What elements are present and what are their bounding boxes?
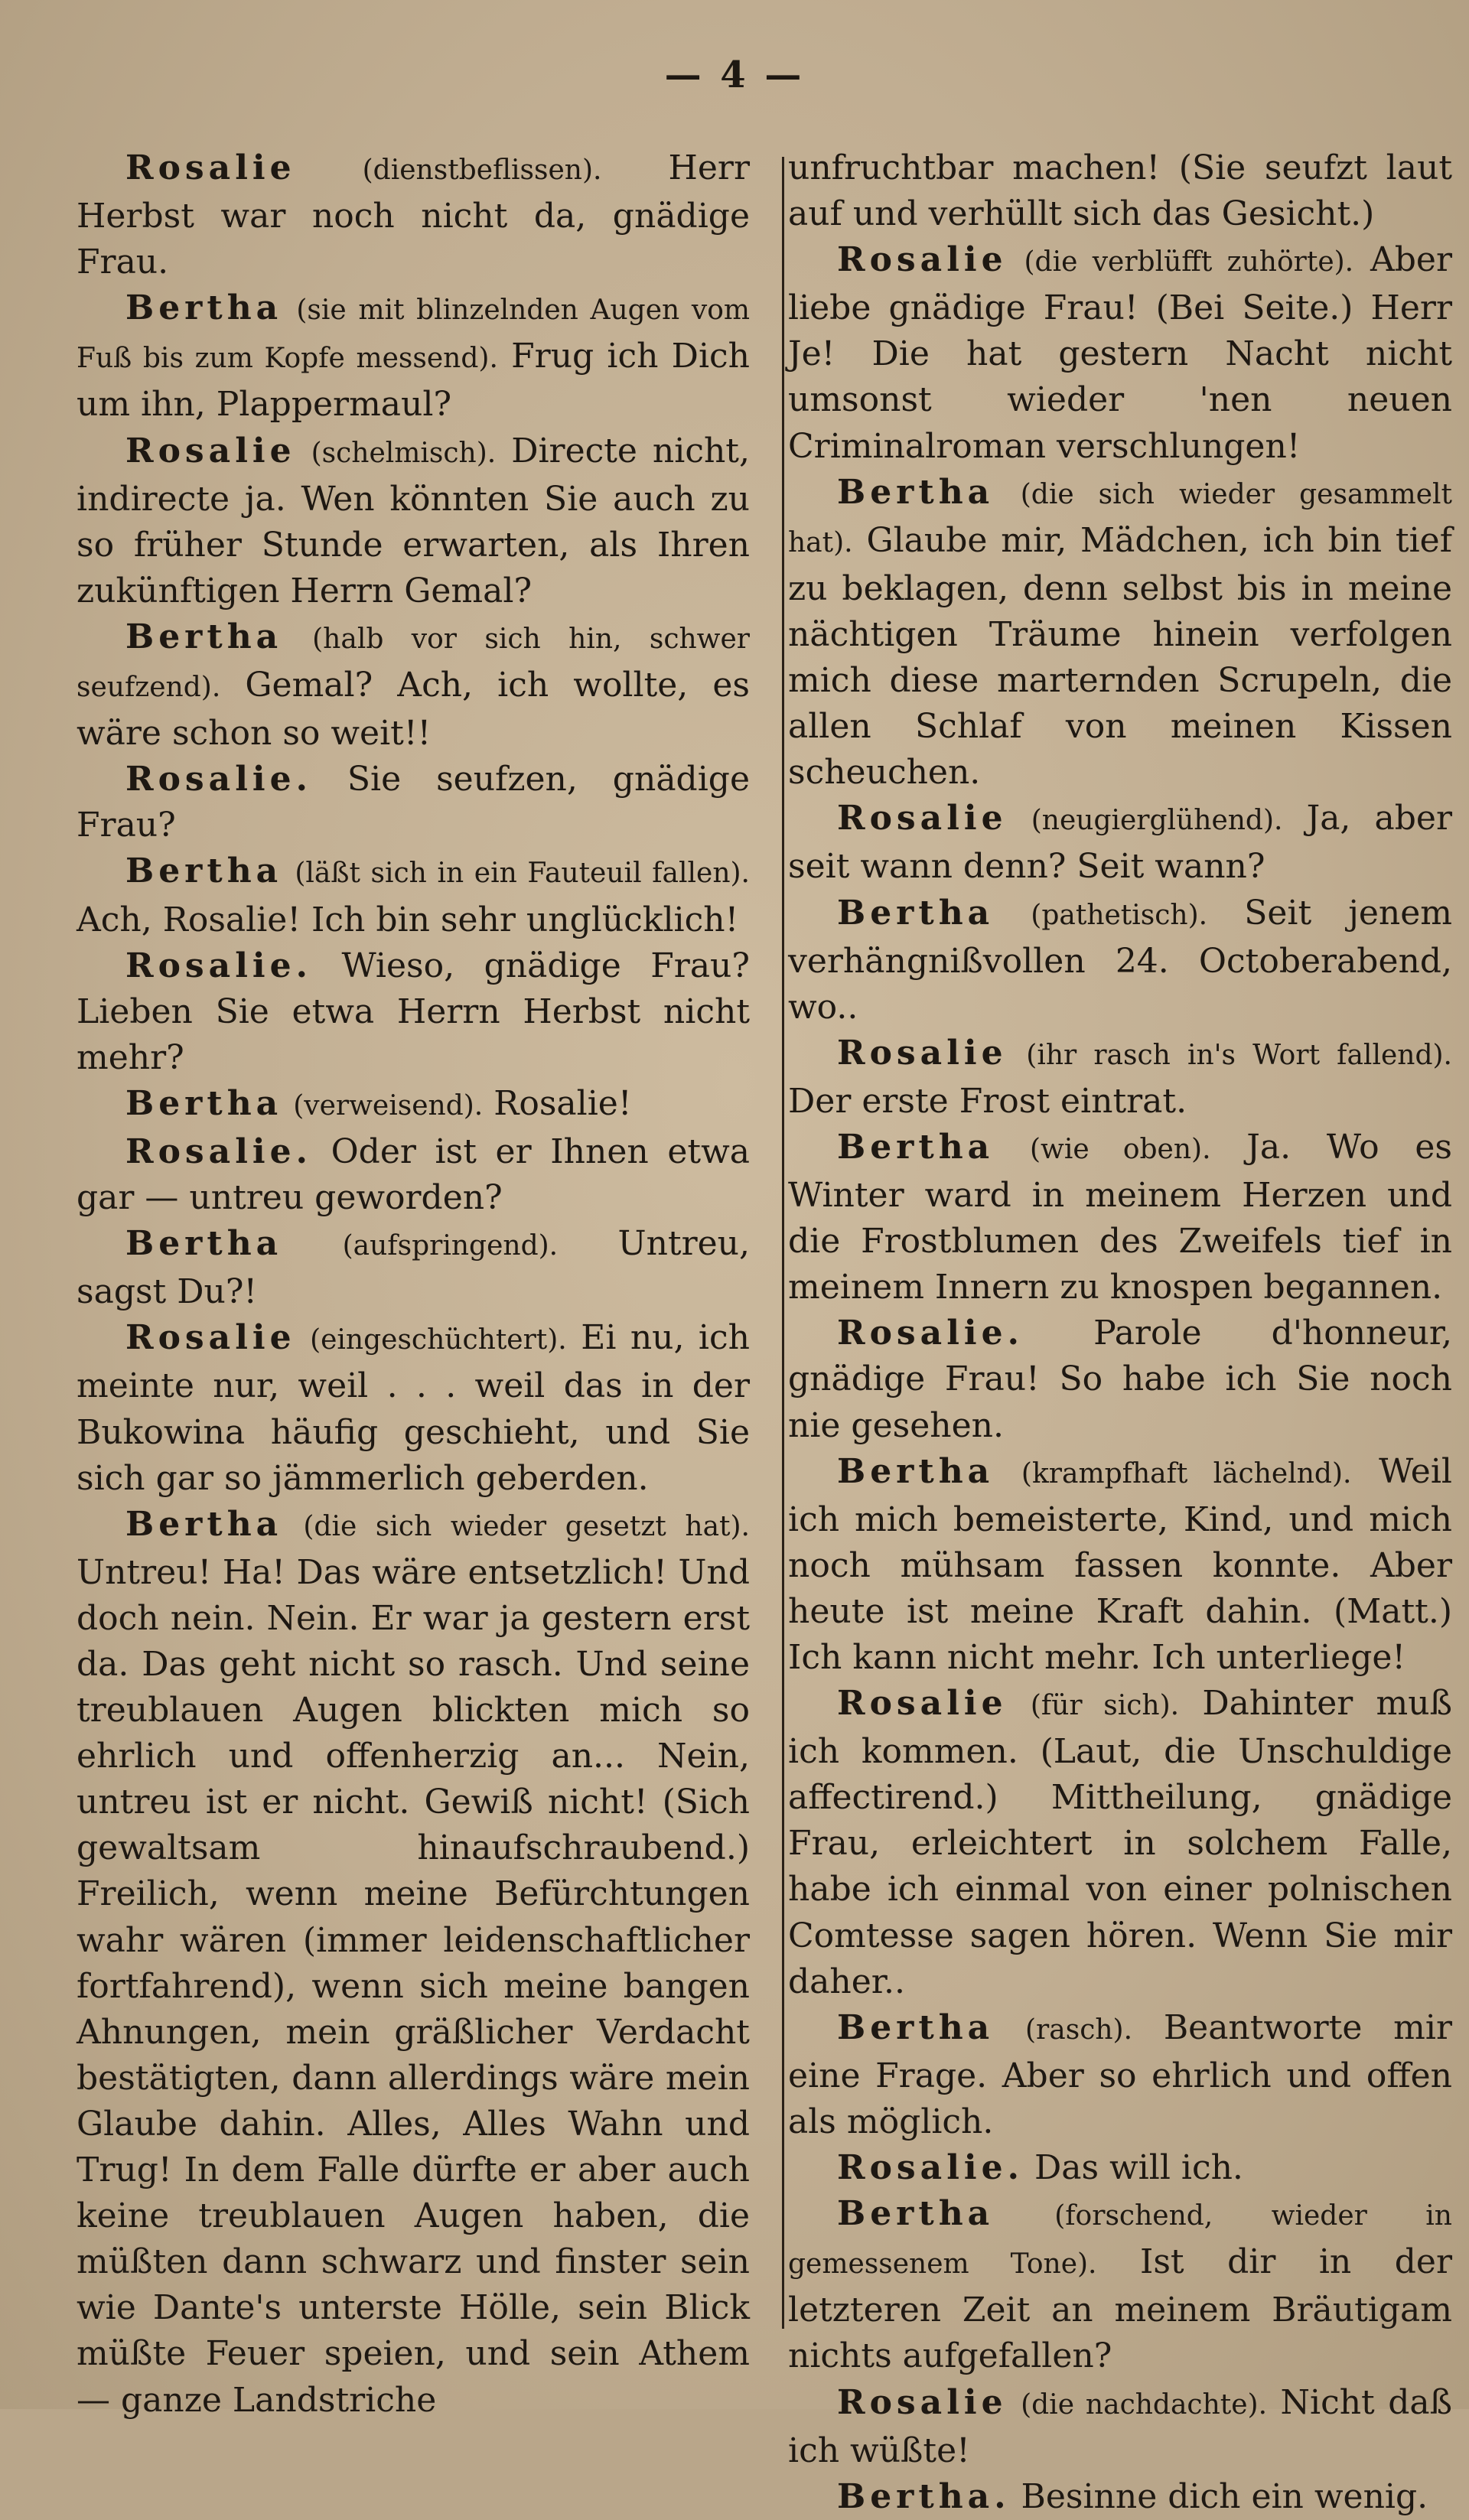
speaker-name: Rosalie. xyxy=(837,2148,1024,2188)
speech-paragraph xyxy=(77,614,750,757)
dialogue-text: Frug ich Dich um ihn, Plappermaul? xyxy=(77,337,750,425)
speech-paragraph xyxy=(77,757,750,848)
left-column xyxy=(77,145,750,2424)
speaker-name: Rosalie xyxy=(837,1684,1008,1724)
stage-direction: (wie oben). xyxy=(1029,1133,1211,1165)
speech-paragraph xyxy=(788,1449,1452,1681)
speech-paragraph xyxy=(77,943,750,1081)
dialogue-text: Ja. Wo es Winter ward in meinem Herzen und die Frostblumen des Zweifels tief in meinem Innern zu knospen begannen. xyxy=(788,1127,1452,1307)
speech-paragraph xyxy=(77,145,750,285)
dialogue-text: Glaube mir, Mädchen, ich bin tief zu beklagen, denn selbst bis in meine nächtigen Träume hinein verfolgen mich diese marternden Scrupeln, die allen Schlaf von meinen Kissen scheuchen. xyxy=(788,520,1452,793)
speaker-name: Rosalie. xyxy=(125,760,312,799)
speaker-name: Rosalie xyxy=(125,1318,296,1358)
dialogue-text: Ach, Rosalie! Ich bin sehr unglücklich! xyxy=(77,900,739,939)
speech-paragraph xyxy=(788,1310,1452,1448)
speech-paragraph xyxy=(77,1129,750,1221)
dialogue-text: Herr Herbst war noch nicht da, gnädige Frau. xyxy=(77,148,750,282)
dialogue-text: Untreu, sagst Du?! xyxy=(77,1224,750,1312)
dialogue-text: Das will ich. xyxy=(1034,2148,1243,2188)
speech-paragraph xyxy=(77,1315,750,1501)
speaker-name: Rosalie. xyxy=(125,946,312,985)
dialogue-text: Weil ich mich bemeisterte, Kind, und mich noch mühsam fassen konnte. Aber heute ist meine Kraft dahin. (Matt.) Ich kann nicht mehr. Ich unterliege! xyxy=(788,1451,1452,1677)
speech-paragraph xyxy=(788,2005,1452,2145)
stage-direction: (forschend, wieder in gemessenem Tone). xyxy=(788,2200,1452,2281)
page-number: — 4 — xyxy=(664,54,805,96)
speaker-name: Bertha xyxy=(125,617,283,656)
speaker-name: Bertha xyxy=(125,851,283,891)
speech-paragraph xyxy=(77,285,750,428)
dialogue-text: Oder ist er Ihnen etwa gar — untreu geworden? xyxy=(77,1131,750,1218)
speech-paragraph xyxy=(788,1125,1452,1310)
speaker-name: Bertha xyxy=(125,1224,283,1264)
speaker-name: Rosalie. xyxy=(837,1314,1024,1353)
speech-paragraph xyxy=(788,2145,1452,2191)
column-divider xyxy=(782,157,784,2329)
stage-direction: (rasch). xyxy=(1025,2014,1133,2046)
stage-direction: (die verblüfft zuhörte). xyxy=(1024,246,1354,278)
speech-paragraph xyxy=(77,1502,750,2424)
dialogue-text: Untreu! Ha! Das wäre entsetzlich! Und doch nein. Nein. Er war ja gestern erst da. Das geht nicht so rasch. Und seine treublauen Augen blickten mich so ehrlich und offenherzig an... Nein, untreu ist er nicht. Gewiß nicht! (Sich gewaltsam hinaufschraubend.) Freilich, wenn meine Befürchtungen wahr wären (immer leidenschaftlicher fortfahrend), wenn sich meine bangen Ahnungen, mein gräßlicher Verdacht bestätigten, dann allerdings wäre mein Glaube dahin. Alles, Alles Wahn und Trug! In dem Falle dürfte er aber auch keine treublauen Augen haben, die müßten dann schwarz und finster sein wie Dante's unterste Hölle, sein Blick müßte Feuer speien, und sein Athem — ganze Landstriche xyxy=(77,1552,750,2420)
stage-direction: (läßt sich in ein Fauteuil fallen). xyxy=(295,858,750,890)
dialogue-text: Dahinter muß ich kommen. (Laut, die Unschuldige affectirend.) Mittheilung, gnädige Frau, erleichtert in solchem Falle, habe ich einmal von einer polnischen Comtesse sagen hören. Wenn Sie mir daher.. xyxy=(788,1684,1452,2001)
speaker-name: Bertha xyxy=(837,2194,995,2234)
speaker-name: Rosalie xyxy=(837,240,1008,280)
speech-paragraph xyxy=(788,2191,1452,2379)
stage-direction: (schelmisch). xyxy=(311,437,497,469)
speaker-name: Bertha xyxy=(837,2007,995,2047)
stage-direction: (pathetisch). xyxy=(1031,899,1208,931)
stage-direction: (halb vor sich hin, schwer seufzend). xyxy=(77,623,750,704)
dialogue-text: Der erste Frost eintrat. xyxy=(788,1081,1187,1121)
speech-paragraph xyxy=(788,890,1452,1030)
stage-direction: (aufspringend). xyxy=(342,1230,559,1262)
speech-paragraph xyxy=(788,145,1452,237)
speaker-name: Rosalie xyxy=(837,799,1008,838)
speech-paragraph xyxy=(788,470,1452,796)
stage-direction: (sie mit blinzelnden Augen vom Fuß bis zum Kopfe messend). xyxy=(77,295,750,375)
speaker-name: Rosalie xyxy=(125,431,296,470)
dialogue-text: Parole d'honneur, gnädige Frau! So habe ich Sie noch nie gesehen. xyxy=(788,1314,1452,1445)
speech-paragraph xyxy=(788,1030,1452,1125)
speaker-name: Rosalie xyxy=(837,2382,1008,2422)
dialogue-text: Sie seufzen, gnädige Frau? xyxy=(77,760,750,845)
dialogue-text: Rosalie! xyxy=(493,1083,632,1123)
speaker-name: Rosalie. xyxy=(125,1131,312,1171)
dialogue-text: Seit jenem verhängnißvollen 24. Octoberabend, wo.. xyxy=(788,893,1452,1027)
stage-direction: (die sich wieder gesammelt hat). xyxy=(788,478,1452,558)
right-column xyxy=(788,145,1452,2520)
speaker-name: Bertha xyxy=(125,1504,283,1544)
dialogue-text: unfruchtbar machen! (Sie seufzt laut auf und verhüllt sich das Gesicht.) xyxy=(788,148,1452,234)
dialogue-text: Nicht daß ich wüßte! xyxy=(788,2382,1452,2470)
speaker-name: Rosalie xyxy=(125,148,296,187)
speech-paragraph xyxy=(77,1221,750,1315)
speech-paragraph xyxy=(77,848,750,943)
stage-direction: (die sich wieder gesetzt hat). xyxy=(303,1510,750,1542)
speech-paragraph xyxy=(788,796,1452,890)
speaker-name: Bertha xyxy=(837,1127,995,1167)
speaker-name: Bertha xyxy=(837,893,995,933)
dialogue-text: Aber liebe gnädige Frau! (Bei Seite.) Herr Je! Die hat gestern Nacht nicht umsonst wieder 'nen neuen Criminalroman verschlungen! xyxy=(788,240,1452,466)
speech-paragraph xyxy=(788,1681,1452,2005)
stage-direction: (verweisend). xyxy=(293,1089,484,1122)
dialogue-text: Beantworte mir eine Frage. Aber so ehrlich und offen als möglich. xyxy=(788,2007,1452,2141)
stage-direction: (neugierglühend). xyxy=(1031,805,1283,837)
dialogue-text: Wieso, gnädige Frau? Lieben Sie etwa Herrn Herbst nicht mehr? xyxy=(77,946,750,1077)
speaker-name: Bertha xyxy=(125,288,283,328)
speaker-name: Bertha xyxy=(125,1083,283,1123)
speaker-name: Rosalie xyxy=(837,1033,1008,1073)
speech-paragraph xyxy=(788,2380,1452,2474)
stage-direction: (dienstbeflissen). xyxy=(362,155,602,186)
stage-direction: (ihr rasch in's Wort fallend). xyxy=(1026,1039,1452,1071)
dialogue-text: Gemal? Ach, ich wollte, es wäre schon so weit!! xyxy=(77,666,750,754)
speech-paragraph xyxy=(77,1081,750,1129)
stage-direction: (die nachdachte). xyxy=(1021,2388,1268,2421)
stage-direction: (eingeschüchtert). xyxy=(310,1324,567,1356)
speech-paragraph xyxy=(77,428,750,614)
stage-direction: (für sich). xyxy=(1030,1690,1180,1722)
dialogue-text: Directe nicht, indirecte ja. Wen könnten Sie auch zu so früher Stunde erwarten, als Ihren zukünftigen Herrn Gemal? xyxy=(77,431,750,610)
dialogue-text: Ist dir in der letzteren Zeit an meinem Bräutigam nichts aufgefallen? xyxy=(788,2242,1452,2376)
speaker-name: Bertha. xyxy=(837,2476,1011,2516)
stage-direction: (krampfhaft lächelnd). xyxy=(1021,1457,1352,1490)
dialogue-text: Besinne dich ein wenig. xyxy=(1021,2476,1428,2516)
speech-paragraph xyxy=(788,237,1452,469)
speaker-name: Bertha xyxy=(837,1451,995,1491)
dialogue-text: Ei nu, ich meinte nur, weil . . . weil das in der Bukowina häufig geschieht, und Sie sich gar so jämmerlich geberden. xyxy=(77,1318,750,1498)
speech-paragraph xyxy=(788,2474,1452,2520)
speaker-name: Bertha xyxy=(837,472,995,512)
dialogue-text: Ja, aber seit wann denn? Seit wann? xyxy=(788,799,1452,887)
